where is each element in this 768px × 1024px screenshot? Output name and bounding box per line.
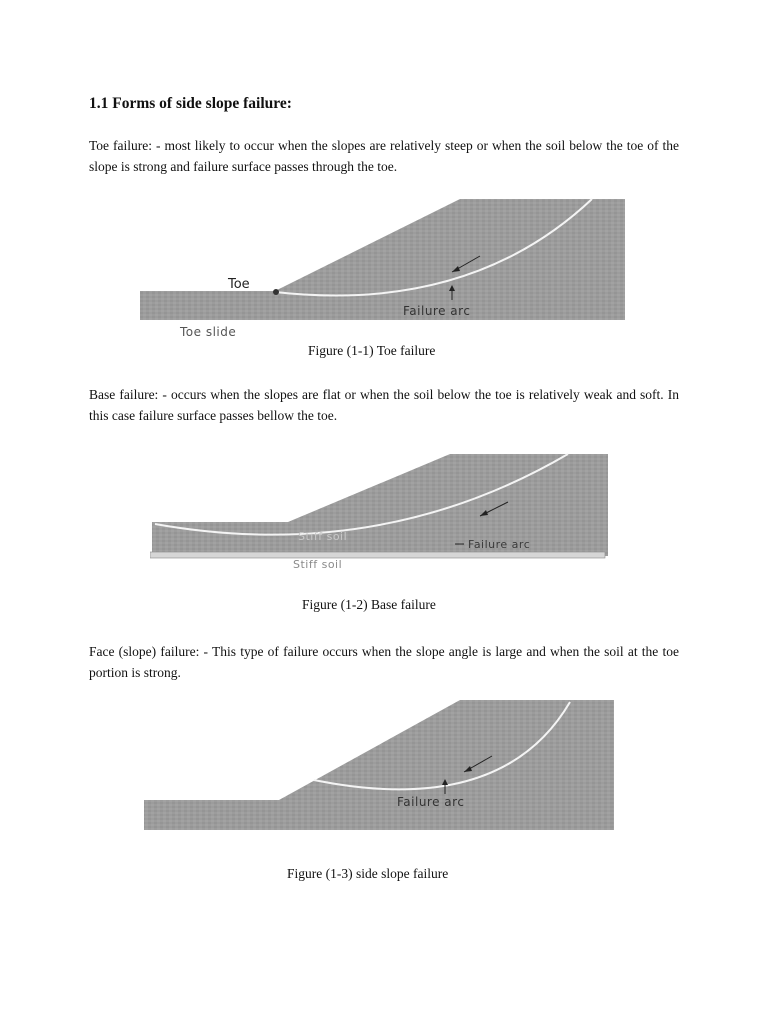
face-failure-figure [142,698,618,833]
base-failure-caption: Figure (1-2) Base failure [302,597,436,612]
toe-label: Toe [228,277,250,292]
base-arc-label: Failure arc [468,538,531,551]
base-stiff-label-lower: Stiff soil [293,558,343,571]
face-slope-soil [144,700,614,830]
toe-point [273,289,279,295]
toe-failure-caption: Figure (1-1) Toe failure [308,343,436,358]
toe-arc-label: Failure arc [403,304,471,318]
toe-slide-label: Toe slide [180,325,237,339]
base-stiff-layer [150,552,605,558]
base-failure-paragraph: Base failure: - occurs when the slopes are flat or when the soil below the toe is relatively weak and soft. In this case failure surface passes bellow the toe. [89,387,679,423]
toe-slope-soil [140,199,625,320]
base-failure-figure [150,452,610,574]
face-arc-label: Failure arc [397,795,465,809]
base-stiff-label-upper: Stiff soil [298,530,348,543]
face-failure-caption: Figure (1-3) side slope failure [287,866,449,881]
face-failure-paragraph: Face (slope) failure: - This type of failure occurs when the slope angle is large and when the soil at the toe portion is strong. [89,644,679,680]
toe-failure-paragraph: Toe failure: - most likely to occur when the slopes are relatively steep or when the soil below the toe of the slope is strong and failure surface passes through the toe. [89,138,679,174]
section-heading: 1.1 Forms of side slope failure: [89,95,292,112]
toe-failure-figure [140,196,630,342]
